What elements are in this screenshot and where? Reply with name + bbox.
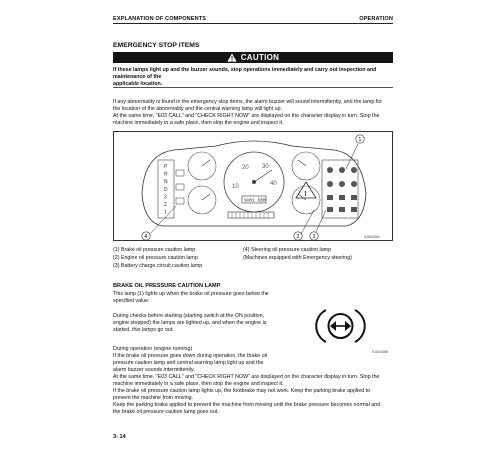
brake-warning-icon <box>288 298 393 356</box>
intro-paragraph: If any abnormality is found in the emergency stop items, the alarm buzzer will sound intermittently, and the lamp for the location of the abnormality and the central warning lamp will light up. At the same time, "E03 CALL" and "CHECK RIGHT NOW" are displayed on the character display in turn. Stop the machine immediately in a safe place, then stop the engine and inspect it. <box>113 99 382 126</box>
page-number: 3- 14 <box>113 434 126 440</box>
brake-paragraph-3: During operation (engine running) If the brake oil pressure goes down during operation, the brake oil pressure caution lamp and central warning lamp light up and the alarm buzzer sounds intermittently. <box>113 346 267 373</box>
callout-3: 3 <box>312 234 316 240</box>
shift-indicator-letter: 2 <box>164 202 167 208</box>
callout-2: 2 <box>296 234 300 240</box>
warning-triangle-icon <box>227 53 237 62</box>
shift-indicator-letter: P <box>164 164 168 170</box>
header-rule <box>113 23 393 24</box>
gauge-mark-10: 10 <box>232 184 239 190</box>
instrument-panel-figure <box>113 131 393 241</box>
caption-item-2: (2) Engine oil pressure caution lamp <box>113 255 198 261</box>
callout-1: 1 <box>358 137 362 143</box>
shift-indicator-letter: D <box>164 186 168 193</box>
shift-indicator-letter: 3 <box>164 194 167 201</box>
header-chapter-name: OPERATION <box>359 16 393 22</box>
brake-section-title: BRAKE OIL PRESSURE CAUTION LAMP <box>113 283 221 289</box>
caution-rule <box>113 87 393 88</box>
gauge-mark-40: 40 <box>270 181 277 187</box>
shift-indicator-letter: 1 <box>164 209 167 216</box>
shift-indicator-letter: R <box>164 171 168 178</box>
header-section-name: EXPLANATION OF COMPONENTS <box>113 16 207 22</box>
brake-lamp-figure <box>288 298 393 356</box>
caption-item-3: (3) Battery charge circuit caution lamp <box>113 263 203 269</box>
caution-banner <box>113 52 393 63</box>
callout-4: 4 <box>144 234 148 240</box>
caption-item-1: (1) Brake oil pressure caution lamp <box>113 247 196 253</box>
lcd-text: 9A01 5B0 <box>244 198 266 204</box>
caution-text: If these lamps light up and the buzzer sounds, stop operations immediately and carry out inspection and maintenance of the applicable location. <box>113 67 377 87</box>
gauge-mark-20: 20 <box>242 165 249 171</box>
gauge-mark-30: 30 <box>262 164 269 170</box>
brake-paragraph-2: During checks before starting (starting switch at the ON position, engine stopped) the lamps are lighted up, and when the engine is started, this lamps go out. <box>113 313 267 333</box>
svg-text:!: ! <box>304 191 307 198</box>
section-title: EMERGENCY STOP ITEMS <box>113 42 200 49</box>
brake-paragraph-4: At the same time, "E03 CALL" and "CHECK RIGHT NOW" are displayed on the character display in turn. Stop the machine immediately in a safe place, then stop the engine and inspect it. If the brake oil pressure caution lamp lights up, the footbrake may not work. Keep the parking brake applied to prevent the machine from moving. Keep the parking brake applied to prevent the machine from moving until the brake pressure becomes normal and the brake oil pressure caution lamp goes out. <box>113 374 381 415</box>
shift-indicator-letter: N <box>164 179 168 186</box>
caution-label: CAUTION <box>240 53 280 62</box>
brake-icon-ref: 9JA04356 <box>372 350 388 354</box>
caption-item-4-note: (Machines equipped with Emergency steering) <box>243 255 352 261</box>
caption-item-4: (4) Steering oil pressure caution lamp <box>243 247 332 253</box>
brake-paragraph-1: This lamp (1) lights up when the brake oil pressure goes below the specified value. <box>113 291 269 304</box>
instrument-panel-drawing <box>114 132 394 242</box>
figure-ref-code: 9JA04354 <box>364 235 380 239</box>
